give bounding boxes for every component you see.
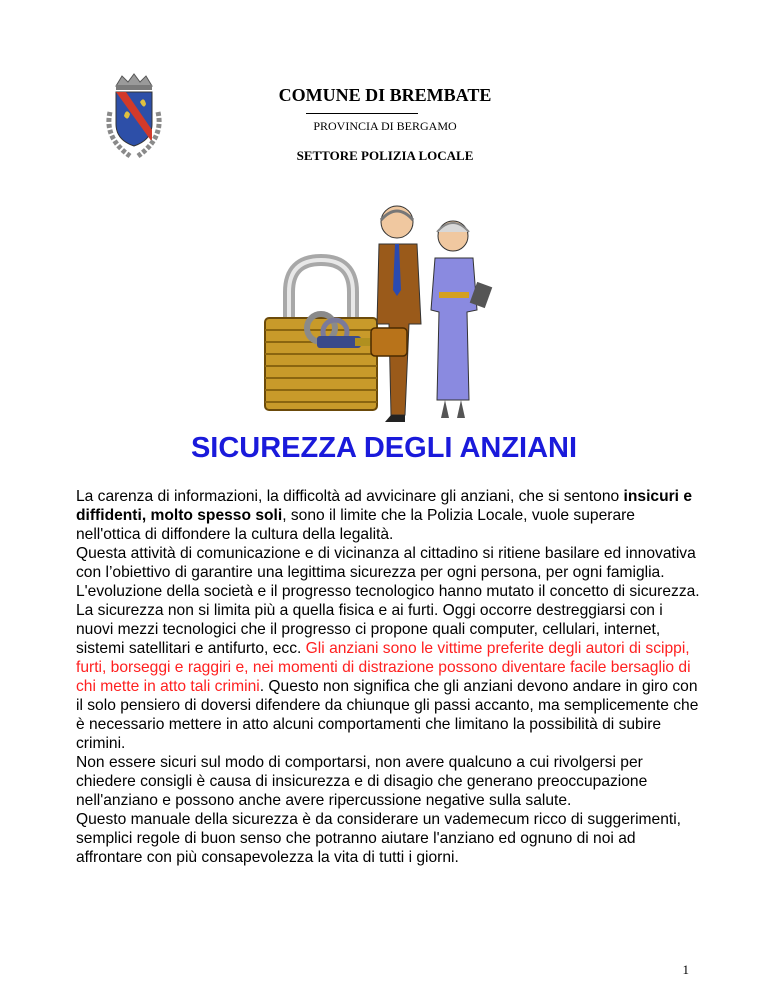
page-title: SICUREZZA DEGLI ANZIANI (190, 432, 578, 464)
header-divider (306, 113, 418, 114)
paragraph: La carenza di informazioni, la difficoltà ad avvicinare gli anziani, che si sentono insicuri e diffidenti, molto spesso soli, sono il limite che la Polizia Locale, vuole superare nell'ottica di diffondere la cultura della legalità. (76, 488, 693, 543)
paragraph: L'evoluzione della società e il progresso tecnologico hanno mutato il concetto di sicurezza. La sicurezza non si limita più a quella fisica e ai furti. Oggi occorre destreggiarsi con i nuovi mezzi tecnologici che il progresso ci propone quali computer, cellulari, internet, sistemi satellitari e antifurto, ecc. Gli anziani sono le vittime preferite degli autori di scippi, furti, borseggi e raggiri e, nei momenti di distrazione possono diventare facile bersaglio di chi mette in atto tali crimini. Questo non significa che gli anziani devono andare in giro con il solo pensiero di doversi difendere da chiunque gli passi accanto, ma semplicemente che è necessario mettere in atto alcuni comportamenti che limitano la possibilità di subire crimini. (76, 583, 700, 752)
highlighted-warning: Gli anziani sono le vittime preferite degli autori di scippi, furti, borseggi e raggiri e, nei momenti di distrazione possono diventare facile bersaglio di chi mette in atto tali crimini (76, 640, 691, 695)
paragraph: Questa attività di comunicazione e di vicinanza al cittadino si ritiene basilare ed innovativa con l’obiettivo di garantire una legittima sicurezza per ogni persona, per ogni famiglia. (76, 545, 696, 581)
paragraph: Questo manuale della sicurezza è da considerare un vademecum ricco di suggerimenti, semplici regole di buon senso che potranno aiutare l'anziano ed ognuno di noi ad affrontare con più consapevolezza la vita di tutti i giorni. (76, 811, 682, 866)
bold-phrase: insicuri e diffidenti, molto spesso soli (76, 488, 693, 524)
illustration (255, 200, 515, 425)
municipal-crest-icon (100, 72, 168, 164)
elderly-couple-icon (371, 206, 492, 422)
province-name: PROVINCIA DI BERGAMO (313, 119, 457, 133)
body-text (76, 487, 701, 867)
page-number: 1 (682, 962, 689, 977)
paragraph: Non essere sicuri sul modo di comportarsi, non avere qualcuno a cui rivolgersi per chiedere consigli è causa di insicurezza e di disagio che generano preoccupazione nell'anziano e possono anche avere ripercussione negative sulla salute. (76, 754, 648, 809)
department-name: SETTORE POLIZIA LOCALE (296, 148, 474, 163)
municipality-name: COMUNE DI BREMBATE (278, 85, 492, 105)
